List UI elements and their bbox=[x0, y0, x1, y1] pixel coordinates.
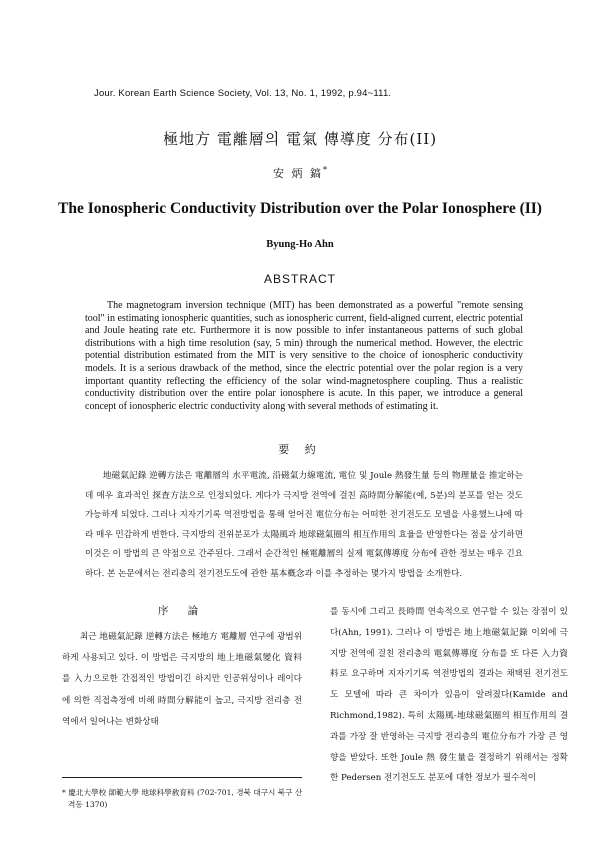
english-author: Byung-Ho Ahn bbox=[266, 239, 334, 250]
author-affiliation-footnote: * 慶北大學校 師範大學 地球科學敎育科 (702-701, 경북 대구시 북구 산격동 1370) bbox=[62, 788, 303, 809]
introduction-text-right: 를 동시에 그리고 長時間 연속적으로 연구할 수 있는 장점이 있다(Ahn, 1991). 그러나 이 방법은 地上地磁氣記錄 이외에 극지방 전역에 걸친 전리층의 電氣傳導度 分布를 또 다른 入力資料로 요구하며 지자기기록 역전방법의 결과는 채택된 전기전도도 모델에 따라 큰 차이가 있음이 알려졌다(Kamide and Richmond,1982). 특히 太陽風-地球磁氣圈의 相互作用의 결과를 가장 잘 반영하는 극지방 전리층의 電位分布가 가장 큰 영향을 받았다. 또한 Joule 熱 發生量을 결정하기 위해서는 정확한 Pedersen 전기전도도 분포에 대한 정보가 필수적이 bbox=[330, 607, 568, 784]
korean-author: 安 炳 鎬 bbox=[273, 167, 323, 180]
korean-summary-text: 地磁氣記錄 逆轉方法은 電離層의 水平電流, 沿磁氣力線電流, 電位 및 Joule 熱發生量 등의 物理量을 推定하는데 매우 효과적인 探査方法으로 인정되었다. 게다가 극지방 전역에 걸친 高時間分解能(예, 5분)의 분포를 얻는 것도 가능하게 되었다. 그러나 지자기기록 역전방법을 통해 얻어진 電位分布는 어떠한 전기전도도 모델을 사용했느냐에 따라 매우 민감하게 변한다. 극지방의 전위분포가 太陽風과 地球磁氣圈의 相互作用의 효율을 반영한다는 점을 상기하면 이것은 이 방법의 큰 약점으로 간주된다. 그래서 순간적인 極電離層의 실제 電氣傳導度 分布에 관한 정보는 매우 긴요하다. 본 논문에서는 전리층의 전기전도도에 관한 基本槪念과 이를 추정하는 몇가지 방법을 소개한다. bbox=[85, 471, 523, 579]
introduction-text-left: 최근 地磁氣記錄 逆轉方法은 極地方 電離層 연구에 광범위하게 사용되고 있다. 이 방법은 극지방의 地上地磁氣變化 資料를 入力으로한 간접적인 방법이긴 하지만 인공위성이나 레이다에 의한 직접측정에 비해 時間分解能이 높고, 극지방 전리층 전역에서 일어나는 변화상태 bbox=[62, 632, 302, 727]
korean-summary-heading: 要 約 bbox=[278, 443, 322, 456]
abstract-text: The magnetogram inversion technique (MIT) has been demonstrated as a powerful "remote sensing tool" in estimating ionospheric quantities, such as ionospheric current, field-aligned current, electric potential and Joule heating rate etc. Furthermore it is now possible to infer instantaneous patterns of such global distributions with a high time resolution (say, 5 min) through the numerical method. However, the electric potential distribution estimated from the MIT is very sensitive to the choice of ionospheric conductivity models. It is a serious drawback of the method, since the electric potential over the polar region is a very important quantity reflecting the efficiency of the solar wind-magnetosphere coupling. Thus a realistic conductivity distribution over the entire polar ionosphere is acute. In this paper, we introduce a general concept of ionospheric electric conductivity along with several methods of estimating it. bbox=[85, 300, 523, 412]
english-title: The Ionospheric Conductivity Distribution over the Polar Ionosphere (II) bbox=[58, 200, 542, 217]
journal-citation: Jour. Korean Earth Science Society, Vol. 13, No. 1, 1992, p.94~111. bbox=[94, 88, 392, 99]
right-column bbox=[330, 602, 568, 789]
abstract-heading: ABSTRACT bbox=[263, 272, 336, 286]
left-column bbox=[62, 603, 302, 733]
introduction-heading: 序 論 bbox=[157, 605, 207, 617]
korean-title: 極地方 電離層의 電氣 傳導度 分布(II) bbox=[162, 130, 438, 148]
footnote-divider bbox=[62, 777, 302, 778]
korean-author-line bbox=[0, 165, 600, 181]
author-footnote-mark: * bbox=[323, 165, 327, 175]
